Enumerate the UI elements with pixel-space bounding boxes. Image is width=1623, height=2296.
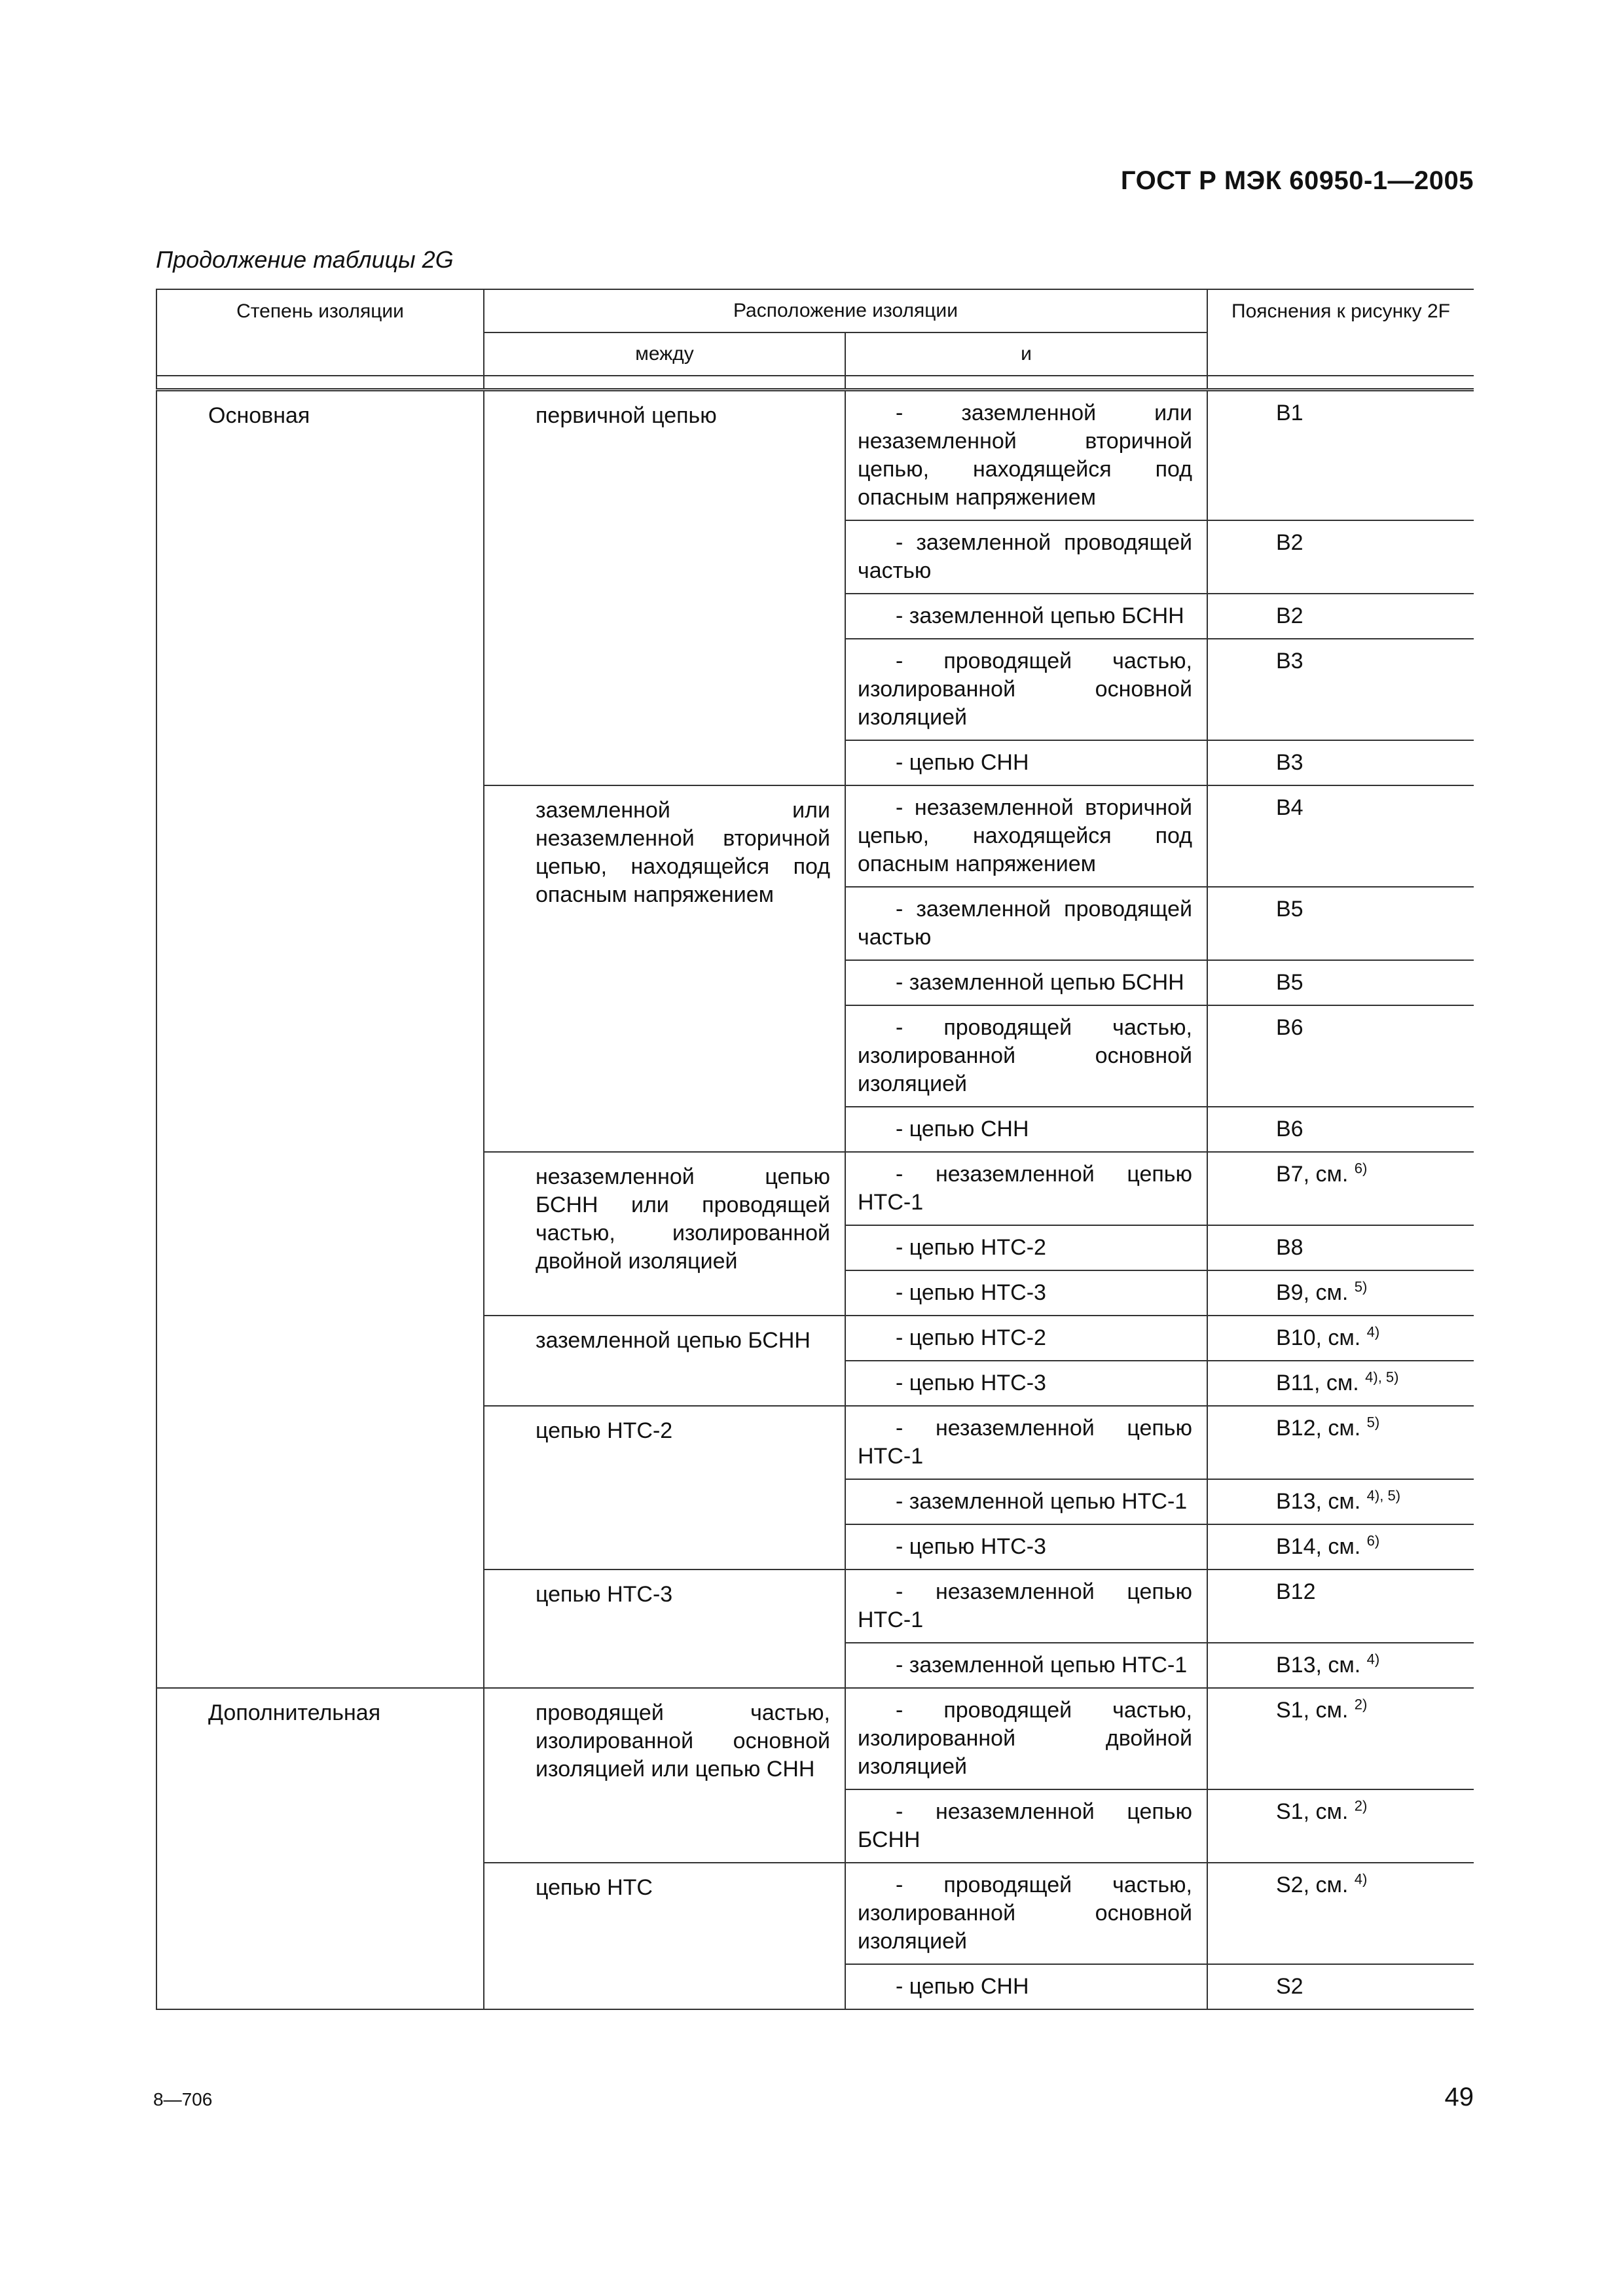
between-cell: незаземленной цепью БСНН или проводящей частью, изолированной двойной изоляцией: [484, 1152, 845, 1316]
between-cell: проводящей частью, изолированной основной изоляцией или цепью СНН: [484, 1688, 845, 1863]
header-between: между: [484, 332, 845, 376]
ref-text: S2, см.: [1276, 1873, 1349, 1897]
between-cell: цепью НТС-2: [484, 1406, 845, 1570]
ref-cell: [1207, 1479, 1474, 1524]
ref-text: B12: [1276, 1579, 1316, 1604]
ref-text: B9, см.: [1276, 1280, 1349, 1305]
ref-cell: [1207, 1570, 1474, 1643]
ref-text: B6: [1276, 1117, 1304, 1141]
ref-cell: [1207, 1152, 1474, 1225]
and-cell: - цепью НТС-2: [845, 1225, 1207, 1270]
and-cell: - цепью НТС-3: [845, 1361, 1207, 1406]
footnote-ref: 5): [1366, 1414, 1380, 1431]
and-cell: - заземленной цепью БСНН: [845, 594, 1207, 639]
ref-cell: [1207, 960, 1474, 1005]
ref-text: B2: [1276, 603, 1304, 628]
header-and: и: [845, 332, 1207, 376]
and-cell: - заземленной или незаземленной вторичной цепью, находящейся под опасным напряжением: [845, 390, 1207, 521]
ref-cell: [1207, 1107, 1474, 1152]
footnote-ref: 6): [1354, 1160, 1368, 1177]
ref-text: S1, см.: [1276, 1799, 1349, 1824]
between-cell: цепью НТС-3: [484, 1570, 845, 1688]
ref-cell: [1207, 1688, 1474, 1789]
ref-cell: [1207, 1789, 1474, 1863]
footnote-ref: 5): [1354, 1278, 1368, 1295]
ref-text: B6: [1276, 1015, 1304, 1040]
footnote-ref: 6): [1366, 1532, 1380, 1549]
ref-text: B2: [1276, 530, 1304, 555]
and-cell: - цепью НТС-2: [845, 1316, 1207, 1361]
print-code: 8—706: [153, 2089, 213, 2109]
between-cell: заземленной цепью БСНН: [484, 1316, 845, 1406]
and-cell: - проводящей частью, изолированной основной изоляцией: [845, 1863, 1207, 1964]
ref-text: B8: [1276, 1235, 1304, 1260]
footnote-ref: 4), 5): [1366, 1487, 1401, 1504]
ref-cell: [1207, 1005, 1474, 1107]
and-cell: - проводящей частью, изолированной основной изоляцией: [845, 639, 1207, 740]
ref-cell: [1207, 639, 1474, 740]
between-cell: заземленной или незаземленной вторичной цепью, находящейся под опасным напряжением: [484, 785, 845, 1152]
footnote-ref: 4): [1354, 1871, 1368, 1888]
footnote-ref: 4): [1366, 1651, 1380, 1668]
ref-text: B4: [1276, 795, 1304, 820]
and-cell: - цепью СНН: [845, 1107, 1207, 1152]
ref-text: B7, см.: [1276, 1162, 1349, 1187]
footnote-ref: 4): [1366, 1323, 1380, 1340]
header-notes: Пояснения к рисунку 2F: [1207, 289, 1474, 376]
footnote-ref: 2): [1354, 1797, 1368, 1814]
and-cell: - цепью НТС-3: [845, 1524, 1207, 1570]
between-cell: цепью НТС: [484, 1863, 845, 2009]
degree-cell: Основная: [156, 390, 484, 1689]
ref-text: B3: [1276, 750, 1304, 775]
ref-text: B1: [1276, 401, 1304, 425]
ref-cell: [1207, 1361, 1474, 1406]
page-number: 49: [1444, 2083, 1474, 2111]
header-separator-row: [156, 376, 1474, 390]
and-cell: - незаземленной цепью НТС-1: [845, 1152, 1207, 1225]
and-cell: - заземленной цепью БСНН: [845, 960, 1207, 1005]
and-cell: - проводящей частью, изолированной двойной изоляцией: [845, 1688, 1207, 1789]
ref-cell: [1207, 1225, 1474, 1270]
and-cell: - заземленной проводящей частью: [845, 520, 1207, 594]
table-caption: Продолжение таблицы 2G: [156, 246, 454, 273]
standard-designation: ГОСТ Р МЭК 60950-1—2005: [1120, 166, 1474, 195]
and-cell: - цепью СНН: [845, 1964, 1207, 2009]
ref-text: B5: [1276, 970, 1304, 995]
ref-cell: [1207, 785, 1474, 887]
header-location: Расположение изоляции: [484, 289, 1207, 332]
table-row: [156, 390, 1474, 521]
insulation-table: [156, 289, 1474, 2010]
ref-cell: [1207, 1316, 1474, 1361]
ref-text: S1, см.: [1276, 1698, 1349, 1723]
and-cell: - цепью НТС-3: [845, 1270, 1207, 1316]
and-cell: - заземленной проводящей частью: [845, 887, 1207, 960]
ref-cell: [1207, 740, 1474, 785]
ref-cell: [1207, 1270, 1474, 1316]
table-wrapper: [156, 289, 1474, 2072]
ref-text: B13, см.: [1276, 1489, 1361, 1514]
footnote-ref: 4), 5): [1365, 1369, 1399, 1386]
ref-text: B12, см.: [1276, 1416, 1361, 1441]
and-cell: - незаземленной вторичной цепью, находящейся под опасным напряжением: [845, 785, 1207, 887]
and-cell: - проводящей частью, изолированной основной изоляцией: [845, 1005, 1207, 1107]
ref-text: B5: [1276, 897, 1304, 922]
ref-text: B10, см.: [1276, 1325, 1361, 1350]
ref-cell: [1207, 1964, 1474, 2009]
ref-cell: [1207, 1643, 1474, 1688]
footnote-ref: 2): [1354, 1696, 1368, 1713]
and-cell: - незаземленной цепью БСНН: [845, 1789, 1207, 1863]
ref-cell: [1207, 594, 1474, 639]
ref-cell: [1207, 887, 1474, 960]
and-cell: - цепью СНН: [845, 740, 1207, 785]
ref-text: S2: [1276, 1974, 1304, 1999]
and-cell: - незаземленной цепью НТС-1: [845, 1406, 1207, 1479]
ref-cell: [1207, 1524, 1474, 1570]
table-row: [156, 1688, 1474, 1789]
ref-cell: [1207, 1863, 1474, 1964]
ref-cell: [1207, 520, 1474, 594]
between-cell: первичной цепью: [484, 390, 845, 786]
ref-text: B13, см.: [1276, 1653, 1361, 1677]
ref-text: B3: [1276, 649, 1304, 673]
header-degree: Степень изоляции: [156, 289, 484, 376]
degree-cell: Дополнительная: [156, 1688, 484, 2009]
ref-cell: [1207, 390, 1474, 521]
ref-cell: [1207, 1406, 1474, 1479]
and-cell: - заземленной цепью НТС-1: [845, 1479, 1207, 1524]
and-cell: - заземленной цепью НТС-1: [845, 1643, 1207, 1688]
ref-text: B14, см.: [1276, 1534, 1361, 1559]
ref-text: B11, см.: [1276, 1371, 1359, 1395]
and-cell: - незаземленной цепью НТС-1: [845, 1570, 1207, 1643]
